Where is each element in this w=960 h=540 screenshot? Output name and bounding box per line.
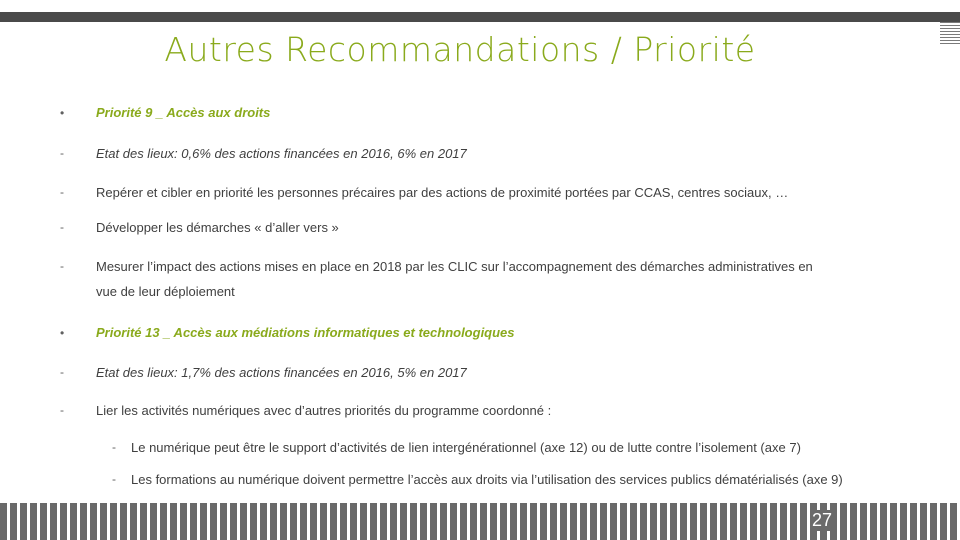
sub-dash-marker: - (112, 472, 116, 486)
top-decorative-bar (0, 12, 960, 22)
p13-sub-item-1: Le numérique peut être le support d’activités de lien intergénérationnel (axe 12) ou de lutte contre l’isolement (axe 7) (131, 440, 801, 455)
dash-marker: - (60, 259, 64, 273)
p9-item-4-line-2: vue de leur déploiement (96, 284, 235, 299)
p13-item-1: Etat des lieux: 1,7% des actions financées en 2016, 5% en 2017 (96, 365, 467, 380)
bullet-icon: • (60, 106, 65, 120)
p9-item-1: Etat des lieux: 0,6% des actions financées en 2016, 6% en 2017 (96, 146, 467, 161)
p9-item-2: Repérer et cibler en priorité les personnes précaires par des actions de proximité portées par CCAS, centres sociaux, … (96, 185, 789, 200)
priority-9-heading: Priorité 9 _ Accès aux droits (96, 105, 271, 120)
p13-sub-item-2: Les formations au numérique doivent permettre l’accès aux droits via l’utilisation des services publics dématérialisés (axe 9) (131, 472, 843, 487)
page-number: 27 (812, 510, 833, 530)
dash-marker: - (60, 185, 64, 199)
dash-marker: - (60, 403, 64, 417)
dash-marker: - (60, 220, 64, 234)
sub-dash-marker: - (112, 440, 116, 454)
p9-item-4-line-1: Mesurer l’impact des actions mises en place en 2018 par les CLIC sur l’accompagnement des démarches administratives en (96, 259, 813, 274)
dash-marker: - (60, 146, 64, 160)
priority-13-heading: Priorité 13 _ Accès aux médiations informatiques et technologiques (96, 325, 515, 340)
corner-stripes (940, 22, 960, 46)
bullet-icon: • (60, 326, 65, 340)
p13-item-2: Lier les activités numériques avec d’autres priorités du programme coordonné : (96, 403, 552, 418)
p9-item-3: Développer les démarches « d’aller vers » (96, 220, 339, 235)
dash-marker: - (60, 365, 64, 379)
slide-title: Autres Recommandations / Priorité (164, 30, 756, 69)
